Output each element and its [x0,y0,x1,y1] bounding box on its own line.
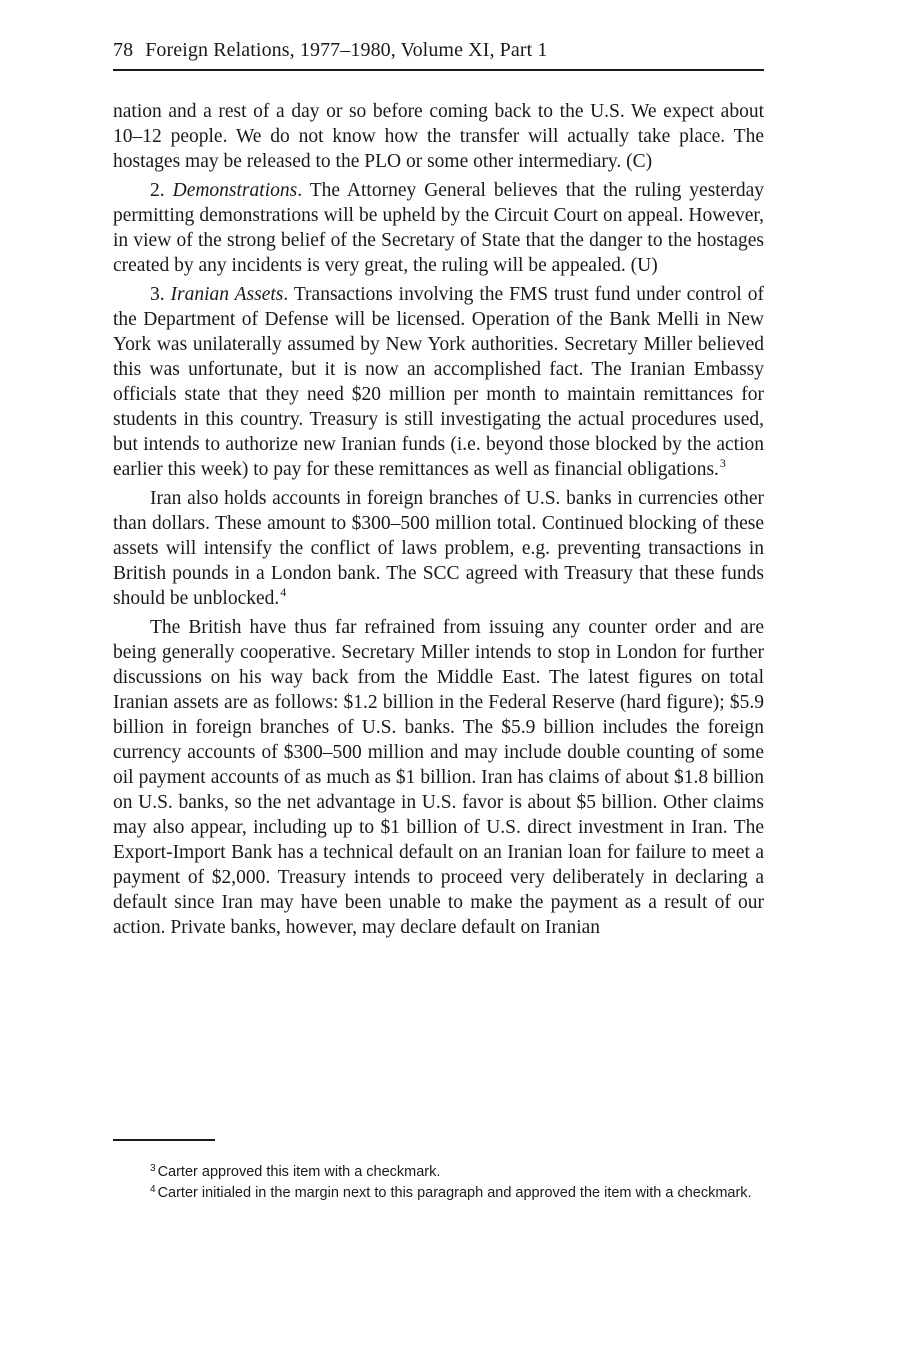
paragraph-text: . Transactions involving the FMS trust fund under control of the Department of Defense will be licensed. Operation of the Bank Melli in New York was unilaterally assumed by New York authorities. Secretary Miller believed this was unfortunate, but it is now an accomplished fact. The Iranian Embassy officials state that they need $20 million per month to maintain remittances for students in this country. Treasury is still investigating the actual procedures used, but intends to authorize new Iranian funds (i.e. beyond those blocked by the action earlier this week) to pay for these remittances as well as financial obligations. [113,284,764,480]
footnote-reference[interactable]: 3 [719,456,726,470]
paragraph-continued [113,99,764,174]
paragraph-demonstrations [113,178,764,278]
body-text [113,99,764,944]
paragraph-foreign-branches [113,486,764,611]
paragraph-text: The British have thus far refrained from issuing any counter order and are being generally cooperative. Secretary Miller intends to stop in London for further discussions on his way back from the Middle East. The latest figures on total Iranian assets are as follows: $1.2 billion in the Federal Reserve (hard figure); $5.9 billion in foreign branches of U.S. banks. The $5.9 billion includes the foreign currency accounts of $300–500 million and may include double counting of some oil payment accounts of as much as $1 billion. Iran has claims of about $1.8 billion on U.S. banks, so the net advantage in U.S. favor is about $5 billion. Other claims may also appear, including up to $1 billion of U.S. direct investment in Iran. The Export-Import Bank has a technical default on an Iranian loan for failure to meet a payment of $2,000. Treasury intends to proceed very deliberately in declaring a default since Iran may have been unable to make the payment as a result of our action. Private banks, however, may declare default on Iranian [113,617,764,938]
footnote [113,1162,764,1183]
footnote-rule [113,1139,215,1141]
footnote-marker: 4 [150,1184,156,1195]
item-number: 3. [150,284,171,305]
running-header [113,36,764,64]
footnote [113,1183,764,1204]
footnote-text: Carter approved this item with a checkmark. [157,1164,441,1180]
header-rule [113,69,764,71]
item-number: 2. [150,180,173,201]
paragraph-text: . The Attorney General believes that the ruling yesterday permitting demonstrations will be upheld by the Circuit Court on appeal. However, in view of the strong belief of the Secretary of State that the danger to the hostages created by any incidents is very great, the ruling will be appealed. (U) [113,180,765,276]
footnote-text: Carter initialed in the margin next to this paragraph and approved the item with a checkmark. [157,1185,752,1201]
footnote-reference[interactable]: 4 [280,585,287,599]
running-title: Foreign Relations, 1977–1980, Volume XI, Part 1 [145,39,548,61]
paragraph-text: Iran also holds accounts in foreign branches of U.S. banks in currencies other than dollars. These amount to $300–500 million total. Continued blocking of these assets will intensify the conflict of laws problem, e.g. preventing transactions in British pounds in a London bank. The SCC agreed with Treasury that these funds should be unblocked. [113,488,764,609]
paragraph-text: nation and a rest of a day or so before coming back to the U.S. We expect about 10–12 people. We do not know how the transfer will actually take place. The hostages may be released to the PLO or some other intermediary. (C) [113,101,764,172]
footnotes [113,1162,764,1204]
paragraph-iranian-assets [113,282,764,482]
footnote-marker: 3 [150,1163,156,1174]
item-heading: Iranian Assets [170,284,284,305]
item-heading: Demonstrations [172,180,298,201]
page-number: 78 [113,39,134,61]
paragraph-british [113,615,764,940]
